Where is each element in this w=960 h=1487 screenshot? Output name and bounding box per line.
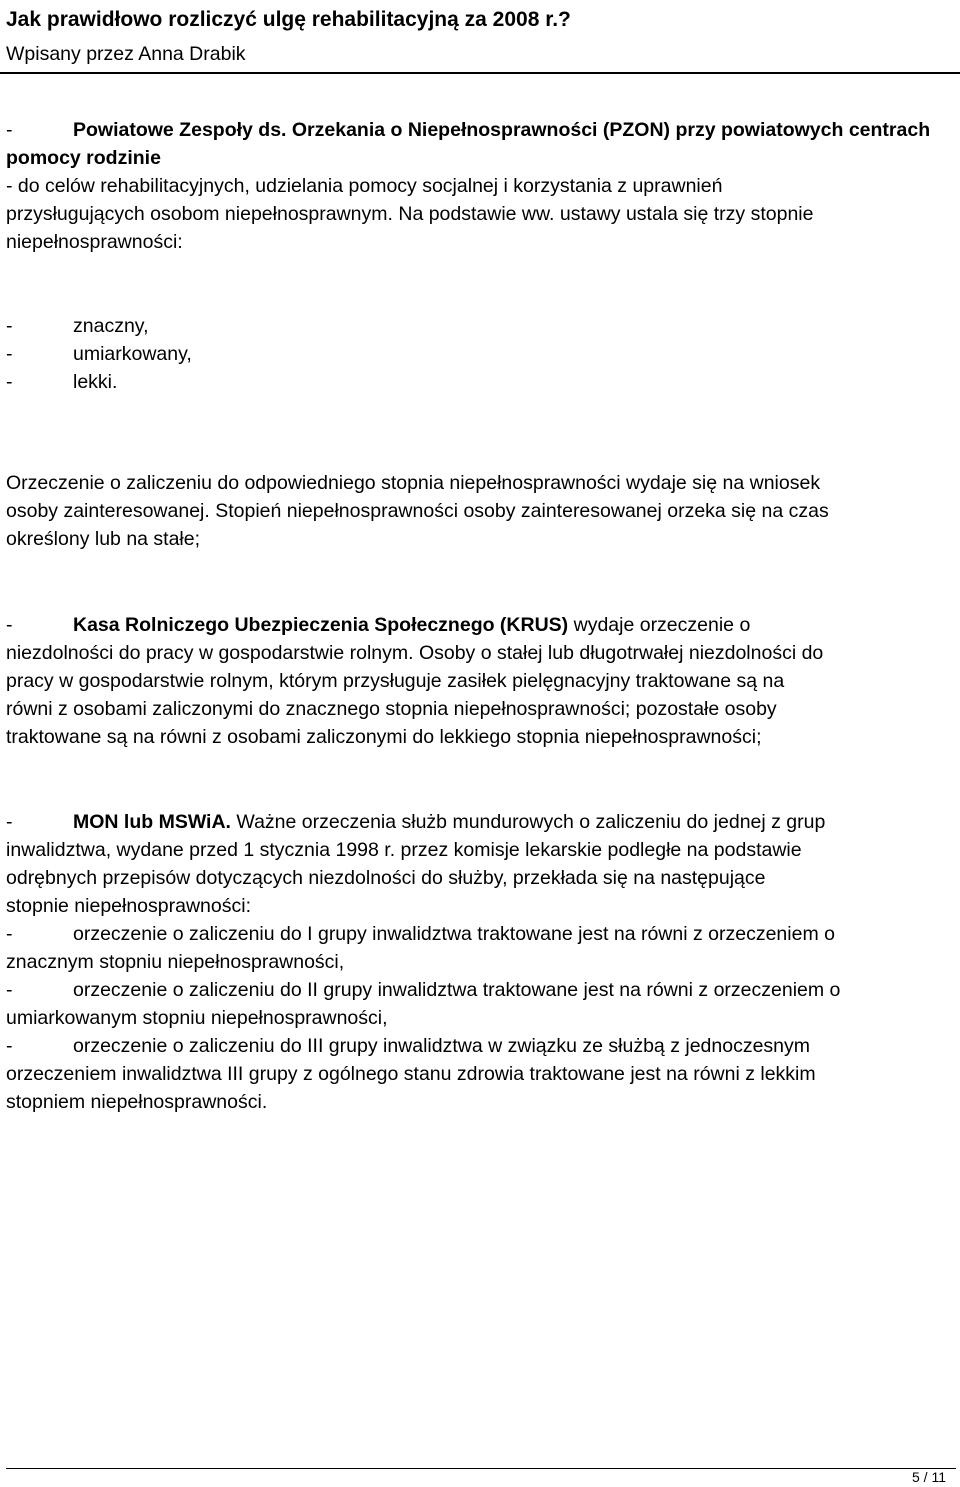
document-body	[6, 116, 958, 1116]
document-author: Wpisany przez Anna Drabik	[6, 43, 246, 65]
orzeczenie-text-1: Orzeczenie o zaliczeniu do odpowiedniego stopnia niepełnosprawności wydaje się na wniosek	[6, 472, 821, 494]
group-3-continuation-2: stopniem niepełnosprawności.	[6, 1091, 268, 1113]
page-number: 5 / 11	[912, 1469, 946, 1485]
group-1-continuation: znacznym stopniu niepełnosprawności,	[6, 951, 345, 973]
group-3-item: - orzeczenie o zaliczeniu do III grupy inwalidztwa w związku ze służbą z jednoczesnym	[6, 1035, 811, 1057]
pzon-text-2: przysługujących osobom niepełnosprawnym. Na podstawie ww. ustawy ustala się trzy stopnie	[6, 203, 814, 225]
krus-paragraph-lead: - Kasa Rolniczego Ubezpieczenia Społecznego (KRUS) wydaje orzeczenie o	[6, 614, 751, 636]
pzon-heading: - Powiatowe Zespoły ds. Orzekania o Niepełnosprawności (PZON) przy powiatowych centrach pomocy rodzinie	[6, 119, 931, 169]
krus-text-5: traktowane są na równi z osobami zaliczonymi do lekkiego stopnia niepełnosprawności;	[6, 726, 762, 748]
krus-text-2: niezdolności do pracy w gospodarstwie rolnym. Osoby o stałej lub długotrwałej niezdolności do	[6, 642, 824, 664]
degree-item-znaczny: - znaczny,	[6, 315, 149, 337]
pzon-text-3: niepełnosprawności:	[6, 231, 183, 253]
group-3-continuation-1: orzeczeniem inwalidztwa III grupy z ogólnego stanu zdrowia traktowane jest na równi z lekkim	[6, 1063, 816, 1085]
degree-item-umiarkowany: - umiarkowany,	[6, 343, 192, 365]
pzon-text-1: - do celów rehabilitacyjnych, udzielania pomocy socjalnej i korzystania z uprawnień	[6, 175, 723, 197]
footer-divider	[6, 1468, 956, 1469]
group-1-item: - orzeczenie o zaliczeniu do I grupy inwalidztwa traktowane jest na równi z orzeczeniem o	[6, 923, 835, 945]
degree-item-lekki: - lekki.	[6, 371, 118, 393]
krus-text-3: pracy w gospodarstwie rolnym, którym przysługuje zasiłek pielęgnacyjny traktowane są na	[6, 670, 785, 692]
mon-text-3: odrębnych przepisów dotyczących niezdolności do służby, przekłada się na następujące	[6, 867, 766, 889]
header-divider	[0, 72, 960, 74]
orzeczenie-text-2: osoby zainteresowanej. Stopień niepełnosprawności osoby zainteresowanej orzeka się na czas	[6, 500, 829, 522]
group-2-continuation: umiarkowanym stopniu niepełnosprawności,	[6, 1007, 388, 1029]
group-2-item: - orzeczenie o zaliczeniu do II grupy inwalidztwa traktowane jest na równi z orzeczeniem o	[6, 979, 841, 1001]
orzeczenie-text-3: określony lub na stałe;	[6, 528, 201, 550]
mon-text-2: inwalidztwa, wydane przed 1 stycznia 1998 r. przez komisje lekarskie podległe na podstawie	[6, 839, 802, 861]
mon-text-4: stopnie niepełnosprawności:	[6, 895, 251, 917]
mon-paragraph-lead: - MON lub MSWiA. Ważne orzeczenia służb mundurowych o zaliczeniu do jednej z grup	[6, 811, 826, 833]
krus-text-4: równi z osobami zaliczonymi do znacznego stopnia niepełnosprawności; pozostałe osoby	[6, 698, 777, 720]
document-title: Jak prawidłowo rozliczyć ulgę rehabilitacyjną za 2008 r.?	[6, 8, 571, 31]
page-header	[0, 0, 960, 74]
